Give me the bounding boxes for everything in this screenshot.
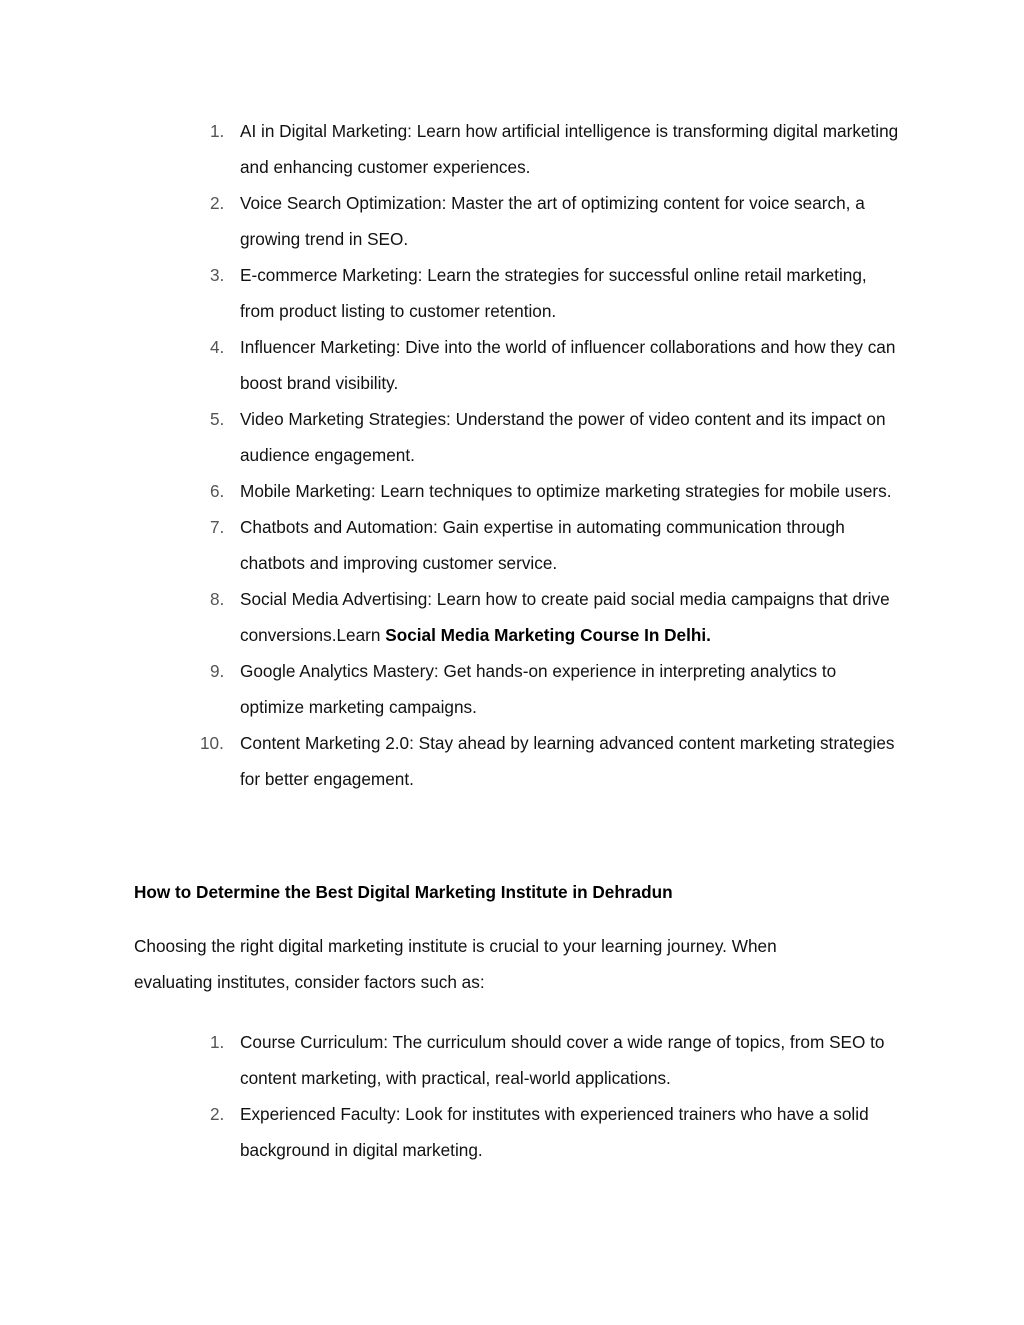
list-item-text: Influencer Marketing: Dive into the world of influencer collaborations and how they can boost brand visibility. — [240, 337, 896, 393]
course-link-text: Social Media Marketing Course In Delhi. — [385, 625, 711, 645]
list-item-text: Course Curriculum: The curriculum should cover a wide range of topics, from SEO to content marketing, with practical, real-world applications. — [240, 1032, 885, 1088]
list-item-text: Google Analytics Mastery: Get hands-on experience in interpreting analytics to optimize marketing campaigns. — [240, 661, 837, 717]
list-number: 4. — [210, 337, 225, 357]
numbered-list-topics — [200, 113, 900, 797]
list-item — [200, 1024, 900, 1096]
list-item — [200, 509, 900, 581]
list-number: 6. — [210, 481, 225, 501]
list-item — [200, 185, 900, 257]
list-item — [200, 257, 900, 329]
intro-paragraph: Choosing the right digital marketing institute is crucial to your learning journey. When evaluating institutes, consider factors such as: — [134, 936, 777, 992]
list-item — [200, 653, 900, 725]
list-item — [200, 581, 900, 653]
list-item-text: Mobile Marketing: Learn techniques to optimize marketing strategies for mobile users. — [240, 481, 892, 501]
list-item-text: Voice Search Optimization: Master the art of optimizing content for voice search, a growing trend in SEO. — [240, 193, 865, 249]
list-item — [200, 329, 900, 401]
list-number: 3. — [210, 265, 225, 285]
list-item — [200, 401, 900, 473]
list-item — [200, 113, 900, 185]
list-item-text: Chatbots and Automation: Gain expertise in automating communication through chatbots and improving customer service. — [240, 517, 845, 573]
list-number: 8. — [210, 589, 225, 609]
list-item — [200, 725, 900, 797]
section-heading: How to Determine the Best Digital Marketing Institute in Dehradun — [134, 882, 673, 902]
numbered-list-factors — [200, 1024, 900, 1168]
list-number: 1. — [210, 1032, 225, 1052]
list-item-text: Experienced Faculty: Look for institutes with experienced trainers who have a solid background in digital marketing. — [240, 1104, 869, 1160]
list-number: 9. — [210, 661, 225, 681]
list-number: 1. — [210, 121, 225, 141]
list-number: 2. — [210, 193, 225, 213]
list-item-text: Social Media Advertising: Learn how to create paid social media campaigns that drive conversions.Learn — [240, 589, 890, 645]
list-item — [200, 1096, 900, 1168]
list-number: 7. — [210, 517, 225, 537]
list-item-text: E-commerce Marketing: Learn the strategies for successful online retail marketing, from product listing to customer retention. — [240, 265, 867, 321]
list-number: 5. — [210, 409, 225, 429]
list-number: 10. — [200, 733, 224, 753]
list-item-text: Content Marketing 2.0: Stay ahead by learning advanced content marketing strategies for better engagement. — [240, 733, 895, 789]
list-number: 2. — [210, 1104, 225, 1124]
list-item-text: Video Marketing Strategies: Understand the power of video content and its impact on audience engagement. — [240, 409, 886, 465]
list-item — [200, 473, 900, 509]
list-item-text: AI in Digital Marketing: Learn how artificial intelligence is transforming digital marketing and enhancing customer experiences. — [240, 121, 899, 177]
